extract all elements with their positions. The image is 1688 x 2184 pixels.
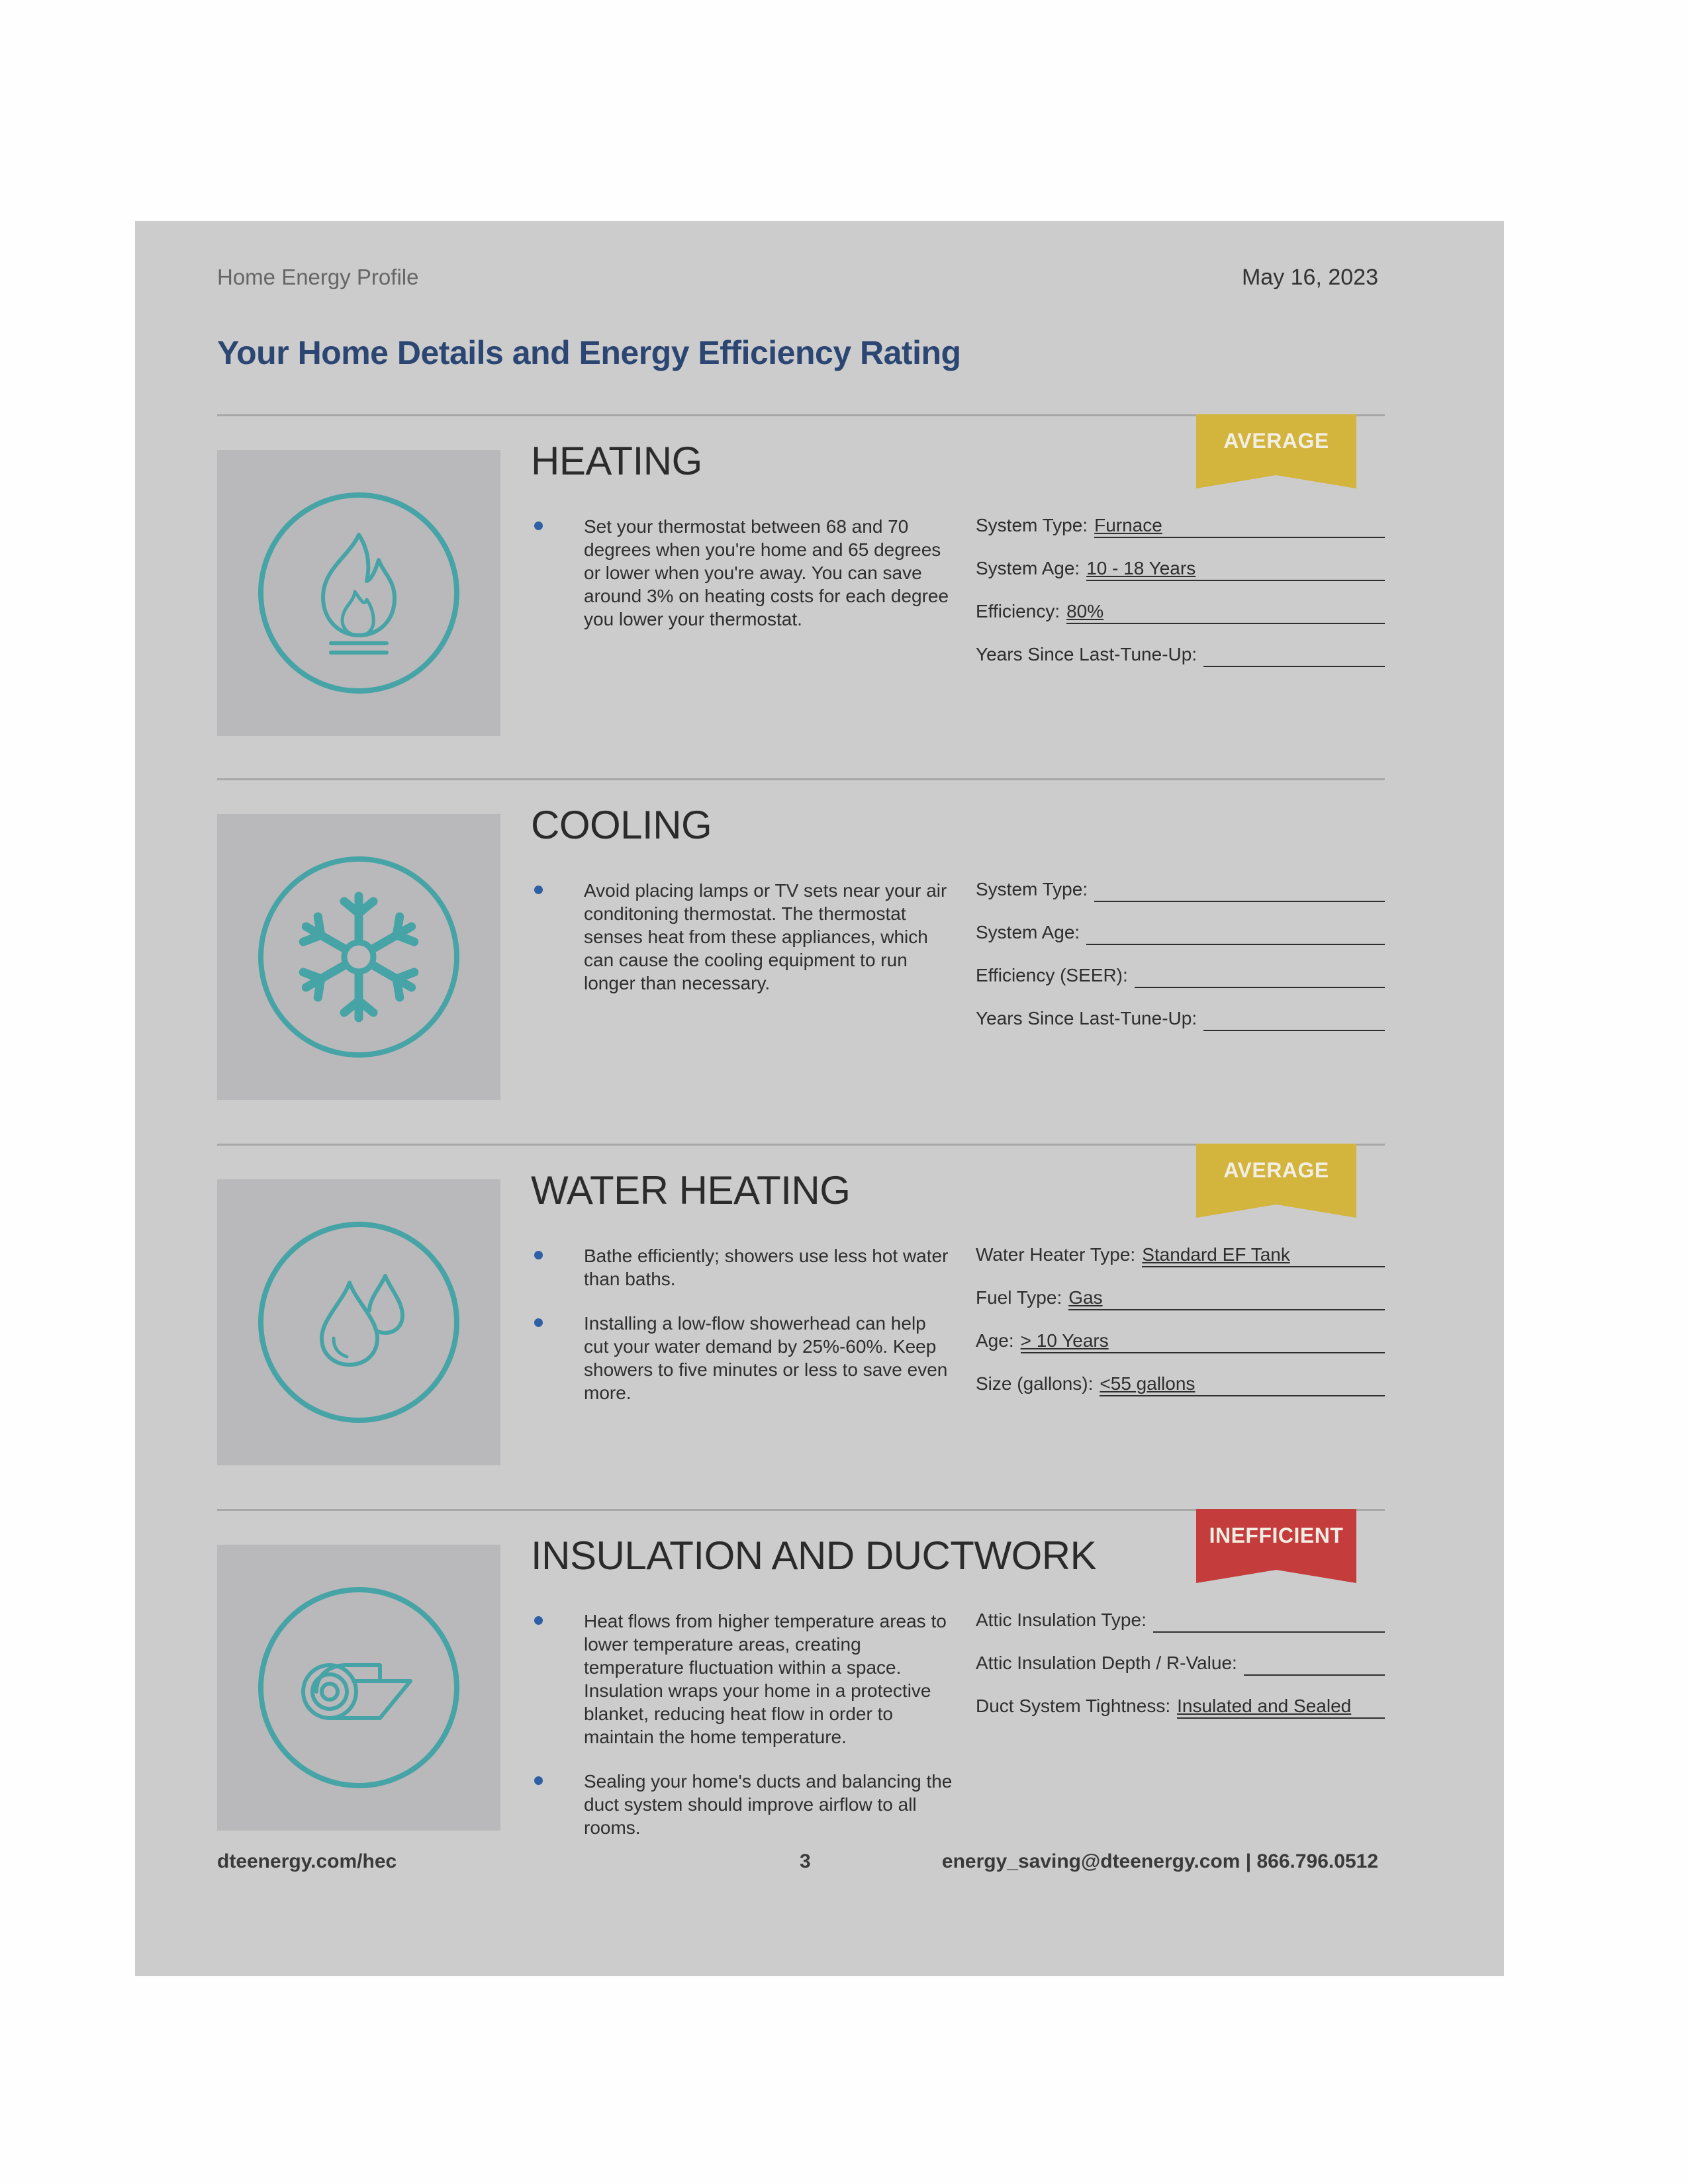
field-system-age <box>976 921 1385 964</box>
bullet-icon <box>534 886 543 894</box>
section-title: INSULATION AND DUCTWORK <box>531 1533 1097 1578</box>
field-efficiency-seer <box>976 964 1385 1007</box>
flame-icon <box>217 450 500 736</box>
field-label: Efficiency: <box>976 601 1060 621</box>
section-title: COOLING <box>531 803 712 847</box>
field-value <box>1094 878 1385 902</box>
tips-list <box>531 879 955 1016</box>
bullet-icon <box>534 1251 543 1259</box>
list-item <box>531 1244 955 1291</box>
field-label: Age: <box>976 1330 1014 1351</box>
field-water-heater-type <box>976 1243 1385 1286</box>
list-item <box>531 879 955 995</box>
details-fields <box>976 878 1385 1050</box>
field-label: System Type: <box>976 879 1088 899</box>
water-heating-icon-tile <box>217 1179 500 1465</box>
tip-text: Installing a low-flow showerhead can help cut your water demand by 25%-60%. Keep showers to five minutes or less to save even more. <box>584 1313 948 1403</box>
field-fuel-type <box>976 1286 1385 1329</box>
tip-text: Heat flows from higher temperature areas to lower temperature areas, creating temperature fluctuation within a space. Insulation wraps your home in a protective blanket, reducing heat flow in order to maintain the home temperature. <box>584 1611 947 1747</box>
field-value: Furnace <box>1094 514 1385 538</box>
rating-badge-label: AVERAGE <box>1223 429 1329 453</box>
field-label: Duct System Tightness: <box>976 1696 1171 1716</box>
tips-list <box>531 1244 955 1426</box>
field-value: Standard EF Tank <box>1142 1243 1385 1267</box>
tip-text: Avoid placing lamps or TV sets near your air conditoning thermostat. The thermostat senses heat from these appliances, which can cause the cooling equipment to run longer than necessary. <box>584 880 947 993</box>
field-system-type <box>976 514 1385 557</box>
details-fields <box>976 514 1385 686</box>
field-age <box>976 1329 1385 1372</box>
rating-badge-label: AVERAGE <box>1223 1158 1329 1182</box>
field-value <box>1203 1007 1385 1031</box>
bullet-icon <box>534 1616 543 1625</box>
tip-text: Bathe efficiently; showers use less hot water than baths. <box>584 1246 949 1289</box>
heating-section <box>217 414 1385 778</box>
field-attic-insulation-depth <box>976 1651 1385 1694</box>
insulation-ductwork-section <box>217 1509 1385 1873</box>
field-label: System Type: <box>976 515 1088 535</box>
rating-badge-label: INEFFICIENT <box>1209 1524 1344 1547</box>
field-duct-system-tightness <box>976 1694 1385 1737</box>
field-label: Water Heater Type: <box>976 1244 1136 1265</box>
details-fields <box>976 1608 1385 1737</box>
heating-icon-tile <box>217 450 500 736</box>
section-title: HEATING <box>531 439 702 483</box>
field-size-gallons <box>976 1372 1385 1415</box>
tip-text: Sealing your home's ducts and balancing the duct system should improve airflow to all rooms. <box>584 1771 953 1838</box>
field-years-since-tune-up <box>976 1007 1385 1050</box>
field-value <box>1203 643 1385 667</box>
bullet-icon <box>534 1776 543 1785</box>
tips-list <box>531 515 955 652</box>
field-label: System Age: <box>976 558 1080 578</box>
section-divider <box>217 778 1385 780</box>
field-value: Insulated and Sealed <box>1177 1694 1385 1719</box>
water-heating-section <box>217 1144 1385 1508</box>
field-label: Efficiency (SEER): <box>976 965 1128 985</box>
field-efficiency <box>976 600 1385 643</box>
footer-website: dteenergy.com/hec <box>217 1850 397 1872</box>
tips-list <box>531 1610 955 1860</box>
bullet-icon <box>534 1318 543 1327</box>
list-item <box>531 515 955 631</box>
rating-badge <box>1196 1144 1356 1218</box>
rating-badge <box>1196 414 1356 488</box>
field-label: Fuel Type: <box>976 1287 1062 1308</box>
list-item <box>531 1610 955 1749</box>
field-value <box>1135 964 1385 988</box>
field-label: System Age: <box>976 922 1080 942</box>
section-title: WATER HEATING <box>531 1168 851 1212</box>
field-value: > 10 Years <box>1021 1329 1385 1353</box>
document-page <box>135 221 1504 1976</box>
field-value: 10 - 18 Years <box>1086 557 1385 581</box>
field-value <box>1153 1608 1385 1633</box>
field-value <box>1244 1651 1385 1676</box>
water-drops-icon <box>217 1179 500 1465</box>
report-date: May 16, 2023 <box>1241 265 1378 290</box>
field-value: Gas <box>1068 1286 1385 1310</box>
page-title: Your Home Details and Energy Efficiency Rating <box>217 334 961 371</box>
field-label: Years Since Last-Tune-Up: <box>976 1008 1197 1028</box>
details-fields <box>976 1243 1385 1415</box>
page-number: 3 <box>800 1850 811 1872</box>
snowflake-icon <box>217 814 500 1100</box>
footer-contact: energy_saving@dteenergy.com | 866.796.0512 <box>941 1850 1378 1872</box>
field-label: Attic Insulation Depth / R-Value: <box>976 1653 1237 1673</box>
tip-text: Set your thermostat between 68 and 70 degrees when you're home and 65 degrees or lower when you're away. You can save around 3% on heating costs for each degree you lower your thermostat. <box>584 516 949 629</box>
field-value: <55 gallons <box>1100 1372 1385 1396</box>
field-years-since-tune-up <box>976 643 1385 686</box>
field-system-age <box>976 557 1385 600</box>
insulation-roll-icon <box>217 1545 500 1831</box>
field-attic-insulation-type <box>976 1608 1385 1651</box>
field-label: Years Since Last-Tune-Up: <box>976 644 1197 664</box>
insulation-icon-tile <box>217 1545 500 1831</box>
bullet-icon <box>534 522 543 530</box>
rating-badge <box>1196 1509 1356 1583</box>
document-name: Home Energy Profile <box>217 265 419 289</box>
cooling-icon-tile <box>217 814 500 1100</box>
field-label: Size (gallons): <box>976 1373 1094 1394</box>
field-system-type <box>976 878 1385 921</box>
field-label: Attic Insulation Type: <box>976 1610 1147 1630</box>
list-item <box>531 1312 955 1404</box>
cooling-section <box>217 778 1385 1142</box>
list-item <box>531 1770 955 1839</box>
field-value: 80% <box>1066 600 1385 624</box>
field-value <box>1086 921 1385 945</box>
